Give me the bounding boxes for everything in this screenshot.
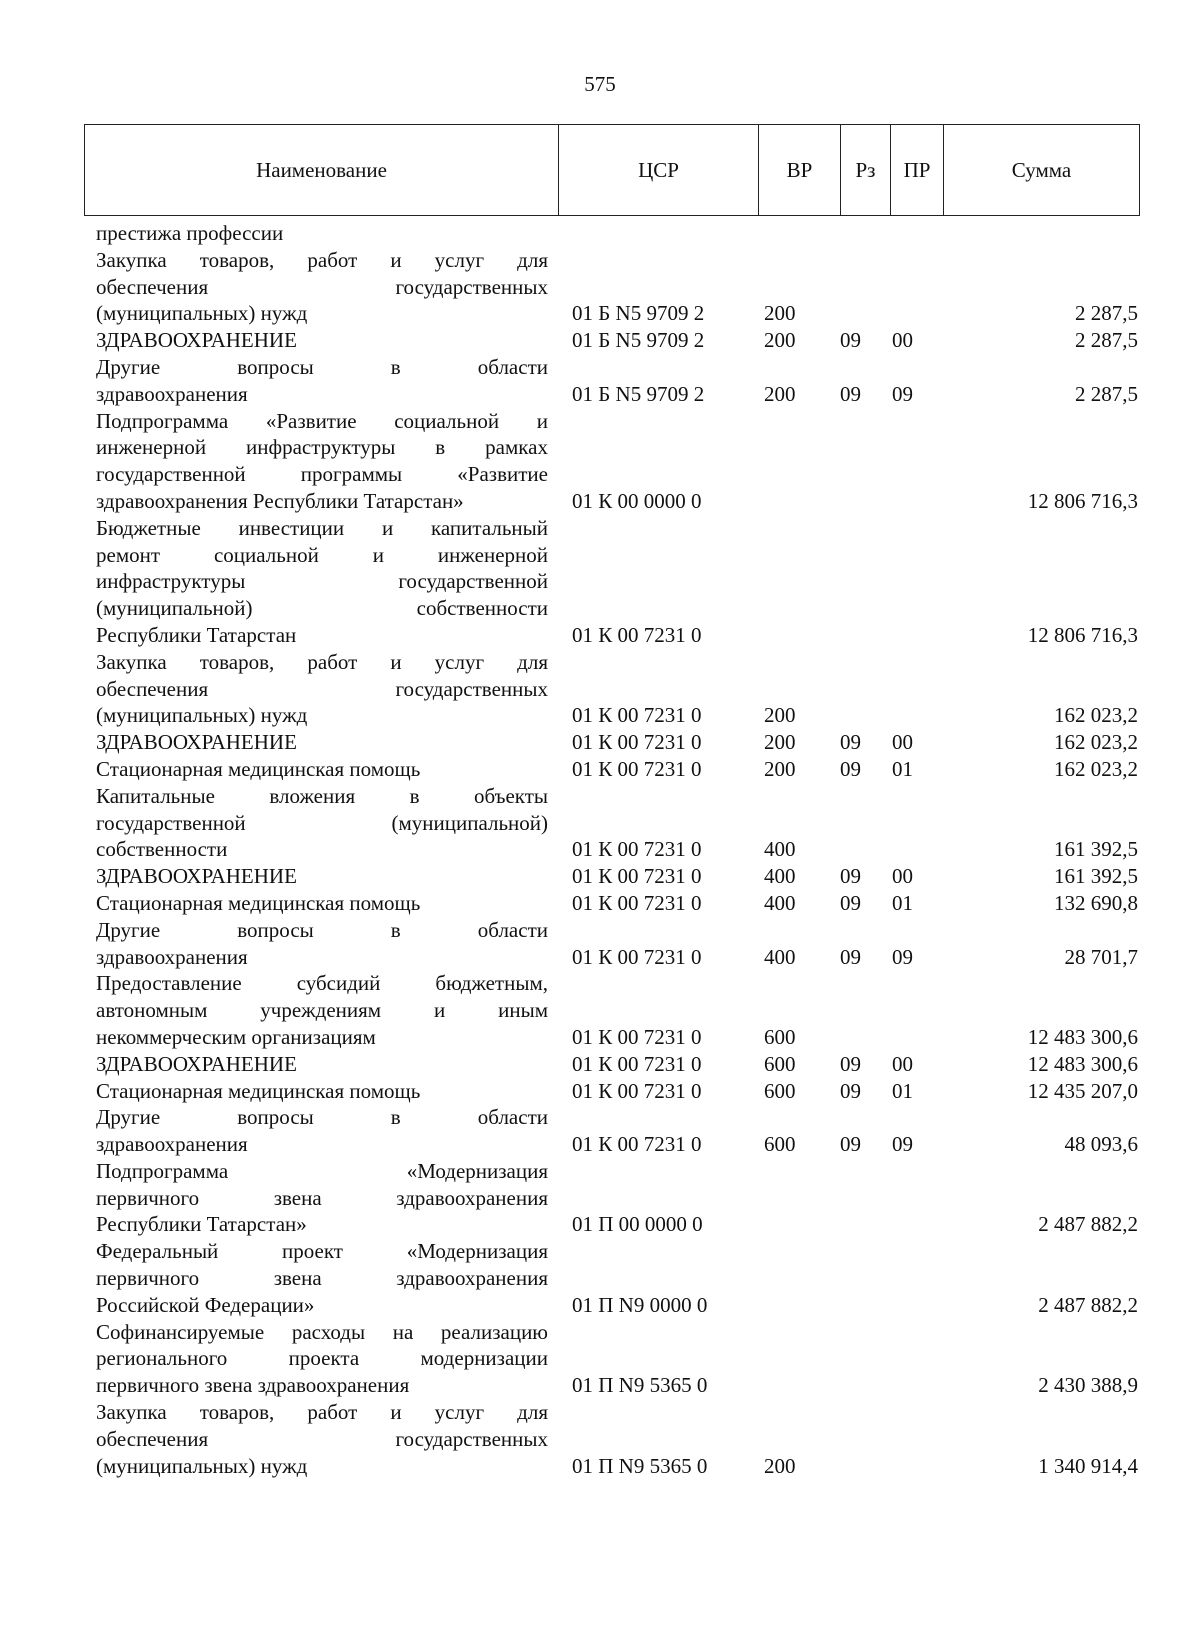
row-name-line: Другие вопросы в области [96,917,548,942]
row-csr: 01 П N9 0000 0 [572,1292,708,1317]
row-csr: 01 К 00 7231 0 [572,756,702,781]
row-name-line: (муниципальных) нужд [96,301,308,326]
row-sum: 12 483 300,6 [1027,1051,1138,1076]
row-vr: 400 [764,890,796,915]
table-row [84,917,1144,971]
row-sum: 161 392,5 [1054,837,1138,862]
row-name-line: государственной программы «Развитие [96,462,548,487]
row-sum: 132 690,8 [1054,890,1138,915]
header-csr: ЦСР [559,125,759,215]
row-vr: 600 [764,1051,796,1076]
row-sum: 2 430 388,9 [1038,1373,1138,1398]
row-sum: 12 435 207,0 [1027,1078,1138,1103]
row-name [84,890,548,917]
header-rz: Рз [841,125,891,215]
header-name: Наименование [85,125,559,215]
row-pr: 00 [892,1051,913,1076]
row-name [84,783,548,863]
row-csr: 01 Б N5 9709 2 [572,381,705,406]
row-name-line: ЗДРАВООХРАНЕНИЕ [96,1051,297,1076]
row-sum: 48 093,6 [1064,1132,1138,1157]
row-name-line: ЗДРАВООХРАНЕНИЕ [96,864,297,889]
row-name-line: престижа профессии [96,221,284,245]
row-name-line: инфраструктуры государственной [96,569,548,594]
row-csr: 01 К 00 7231 0 [572,864,702,889]
row-vr: 600 [764,1024,796,1049]
table-row [84,783,1144,863]
row-name-line: здравоохранения [96,381,248,406]
table-row [84,970,1144,1050]
row-name [84,220,548,247]
row-rz: 09 [840,328,861,353]
row-vr: 200 [764,703,796,728]
table-row [84,729,1144,756]
row-csr: 01 Б N5 9709 2 [572,328,705,353]
row-name-line: ЗДРАВООХРАНЕНИЕ [96,328,297,353]
row-pr: 01 [892,890,913,915]
row-name-line: Федеральный проект «Модернизация [96,1239,548,1264]
table-row [84,1158,1144,1238]
row-name [84,649,548,729]
table-row [84,1319,1144,1399]
row-name-line: здравоохранения Республики Татарстан» [96,488,464,513]
table-row [84,890,1144,917]
row-name [84,917,548,971]
table-header [84,124,1140,216]
row-rz: 09 [840,730,861,755]
row-name-line: Российской Федерации» [96,1292,315,1317]
row-name-line: Закупка товаров, работ и услуг для [96,1400,548,1425]
row-sum: 2 487 882,2 [1038,1292,1138,1317]
row-csr: 01 К 00 7231 0 [572,622,702,647]
row-csr: 01 К 00 7231 0 [572,944,702,969]
row-csr: 01 К 00 7231 0 [572,1078,702,1103]
row-vr: 200 [764,756,796,781]
row-sum: 12 806 716,3 [1027,622,1138,647]
table-row [84,327,1144,354]
row-rz: 09 [840,944,861,969]
row-sum: 2 287,5 [1075,328,1138,353]
row-name [84,1051,548,1078]
row-vr: 200 [764,328,796,353]
row-name-line: здравоохранения [96,1132,248,1157]
row-csr: 01 Б N5 9709 2 [572,301,705,326]
row-name-line: Софинансируемые расходы на реализацию [96,1319,548,1344]
row-csr: 01 К 00 7231 0 [572,1024,702,1049]
row-name-line: ЗДРАВООХРАНЕНИЕ [96,730,297,755]
row-name-line: (муниципальной) собственности [96,596,548,621]
row-pr: 01 [892,756,913,781]
row-sum: 12 483 300,6 [1027,1024,1138,1049]
row-pr: 09 [892,1132,913,1157]
row-name [84,354,548,408]
row-name-line: ремонт социальной и инженерной [96,542,548,567]
row-name-line: Стационарная медицинская помощь [96,1078,421,1103]
table-row [84,1078,1144,1105]
row-pr: 09 [892,381,913,406]
row-sum: 28 701,7 [1064,944,1138,969]
row-name-line: некоммерческим организациям [96,1024,376,1049]
row-name-line: Республики Татарстан» [96,1212,307,1237]
row-vr: 600 [764,1132,796,1157]
table-row [84,1238,1144,1318]
table-row [84,354,1144,408]
row-vr: 600 [764,1078,796,1103]
row-rz: 09 [840,1051,861,1076]
row-rz: 09 [840,1132,861,1157]
table-row [84,649,1144,729]
table-row [84,863,1144,890]
row-name [84,515,548,649]
row-sum: 162 023,2 [1054,756,1138,781]
row-sum: 12 806 716,3 [1027,488,1138,513]
row-name-line: (муниципальных) нужд [96,1453,308,1478]
row-name [84,756,548,783]
row-vr: 400 [764,944,796,969]
row-name-line: Другие вопросы в области [96,354,548,379]
table-row [84,1399,1144,1479]
row-csr: 01 П N9 5365 0 [572,1453,708,1478]
row-rz: 09 [840,864,861,889]
row-csr: 01 П N9 5365 0 [572,1373,708,1398]
row-name-line: инженерной инфраструктуры в рамках [96,435,548,460]
row-vr: 200 [764,301,796,326]
row-name-line: обеспечения государственных [96,1426,548,1451]
row-name-line: Подпрограмма «Развитие социальной и [96,408,548,433]
row-name [84,1319,548,1399]
page-number: 575 [584,72,616,96]
row-vr: 200 [764,1453,796,1478]
row-name-line: Стационарная медицинская помощь [96,756,421,781]
row-rz: 09 [840,890,861,915]
row-sum: 2 287,5 [1075,301,1138,326]
row-name [84,1078,548,1105]
row-rz: 09 [840,756,861,781]
row-csr: 01 К 00 7231 0 [572,837,702,862]
row-rz: 09 [840,1078,861,1103]
row-name [84,729,548,756]
row-name [84,1158,548,1238]
row-csr: 01 К 00 7231 0 [572,730,702,755]
row-name-line: Республики Татарстан [96,622,297,647]
row-name [84,247,548,327]
row-vr: 200 [764,381,796,406]
row-csr: 01 К 00 7231 0 [572,1051,702,1076]
header-sum: Сумма [1011,157,1072,182]
row-sum: 162 023,2 [1054,730,1138,755]
row-name-line: Закупка товаров, работ и услуг для [96,649,548,674]
row-name-line: Предоставление субсидий бюджетным, [96,971,548,996]
row-name-line: Капитальные вложения в объекты [96,783,548,808]
row-name-line: первичного звена здравоохранения [96,1185,548,1210]
header-pr: ПР [891,125,944,215]
row-name-line: здравоохранения [96,944,248,969]
row-csr: 01 П 00 0000 0 [572,1212,703,1237]
row-name-line: собственности [96,837,228,862]
row-pr: 00 [892,328,913,353]
row-name-line: Другие вопросы в области [96,1105,548,1130]
row-name-line: первичного звена здравоохранения [96,1373,410,1398]
row-vr: 200 [764,730,796,755]
row-sum: 162 023,2 [1054,703,1138,728]
row-sum: 1 340 914,4 [1038,1453,1138,1478]
row-name [84,327,548,354]
row-name-line: Закупка товаров, работ и услуг для [96,247,548,272]
row-name-line: обеспечения государственных [96,274,548,299]
row-name-line: автономным учреждениям и иным [96,998,548,1023]
table-row [84,1051,1144,1078]
row-name-line: обеспечения государственных [96,676,548,701]
table-row [84,756,1144,783]
row-csr: 01 К 00 0000 0 [572,488,702,513]
header-vr: ВР [759,125,841,215]
row-pr: 00 [892,864,913,889]
row-name [84,970,548,1050]
row-name-line: Подпрограмма «Модернизация [96,1158,548,1183]
row-name-line: регионального проекта модернизации [96,1346,548,1371]
row-sum: 2 487 882,2 [1038,1212,1138,1237]
row-name-line: первичного звена здравоохранения [96,1266,548,1291]
row-pr: 09 [892,944,913,969]
table-row [84,515,1144,649]
table-row [84,408,1144,515]
row-name [84,1104,548,1158]
row-name-line: Бюджетные инвестиции и капитальный [96,515,548,540]
row-name [84,1238,548,1318]
row-name-line: государственной (муниципальной) [96,810,548,835]
row-vr: 400 [764,837,796,862]
row-name [84,408,548,515]
row-csr: 01 К 00 7231 0 [572,1132,702,1157]
row-csr: 01 К 00 7231 0 [572,703,702,728]
row-csr: 01 К 00 7231 0 [572,890,702,915]
row-name [84,1399,548,1479]
row-pr: 00 [892,730,913,755]
row-vr: 400 [764,864,796,889]
row-name [84,863,548,890]
row-name-line: (муниципальных) нужд [96,703,308,728]
row-pr: 01 [892,1078,913,1103]
row-rz: 09 [840,381,861,406]
table-row [84,247,1144,327]
table-body [84,220,1144,1479]
row-sum: 2 287,5 [1075,381,1138,406]
table-row [84,220,1144,247]
table-row [84,1104,1144,1158]
row-sum: 161 392,5 [1054,864,1138,889]
row-name-line: Стационарная медицинская помощь [96,890,421,915]
